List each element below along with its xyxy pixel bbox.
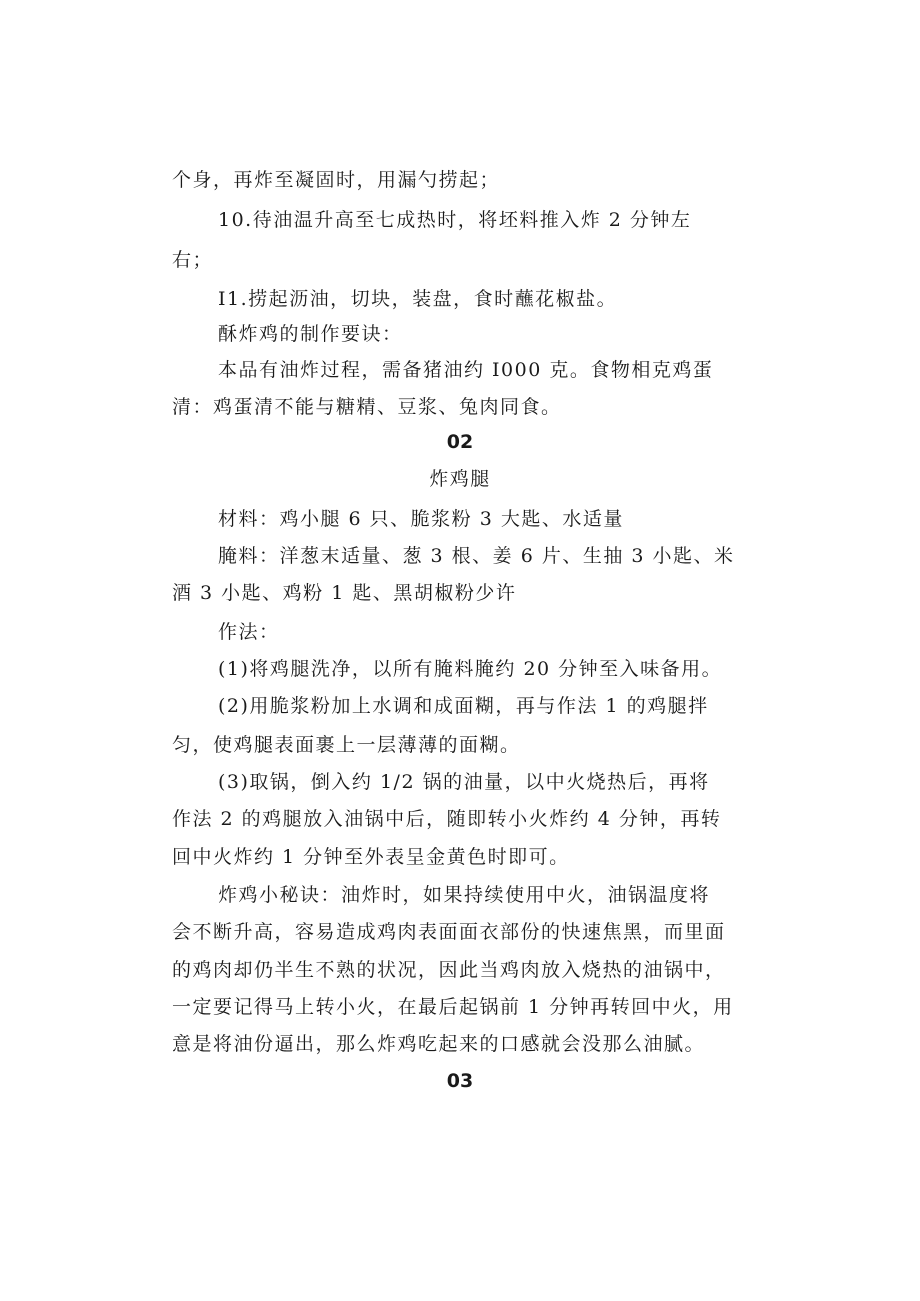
paragraph-line: (1)将鸡腿洗净，以所有腌料腌约 20 分钟至入味备用。 [218,658,723,680]
paragraph-line: I1.捞起沥油，切块，装盘，食时蘸花椒盐。 [218,288,618,310]
paragraph-line: 炸鸡小秘诀：油炸时，如果持续使用中火，油锅温度将 [218,884,711,906]
paragraph-line: 匀，使鸡腿表面裹上一层薄薄的面糊。 [172,734,521,756]
paragraph-line: 右； [172,249,214,271]
paragraph-line: 一定要记得马上转小火，在最后起锅前 1 分钟再转回中火，用 [172,996,734,1018]
paragraph-line: 意是将油份逼出，那么炸鸡吃起来的口感就会没那么油腻。 [172,1033,706,1055]
paragraph-line: 的鸡肉却仍半生不熟的状况，因此当鸡肉放入烧热的油锅中， [172,959,726,981]
paragraph-line: 腌料：洋葱末适量、葱 3 根、姜 6 片、生抽 3 小匙、米 [218,545,735,567]
subheading: 作法： [218,621,280,643]
section-number: 03 [446,1070,474,1092]
paragraph-line: 会不断升高，容易造成鸡肉表面面衣部份的快速焦黑，而里面 [172,921,726,943]
paragraph-line: 作法 2 的鸡腿放入油锅中后，随即转小火炸约 4 分钟，再转 [172,808,722,830]
paragraph-line: 回中火炸约 1 分钟至外表呈金黄色时即可。 [172,846,570,868]
paragraph-line: (3)取锅，倒入约 1/2 锅的油量，以中火烧热后，再将 [218,771,710,793]
section-number: 02 [446,431,474,453]
section-title: 炸鸡腿 [429,468,491,490]
subheading: 酥炸鸡的制作要诀： [218,323,403,345]
paragraph-line: 本品有油炸过程，需备猪油约 I000 克。食物相克鸡蛋 [218,359,714,381]
paragraph-line: 个身，再炸至凝固时，用漏勺捞起； [172,169,501,191]
paragraph-line: (2)用脆浆粉加上水调和成面糊，再与作法 1 的鸡腿拌 [218,695,709,717]
paragraph-line: 清：鸡蛋清不能与糖精、豆浆、兔肉同食。 [172,396,562,418]
paragraph-line: 材料：鸡小腿 6 只、脆浆粉 3 大匙、水适量 [218,508,624,530]
paragraph-line: 10.待油温升高至七成热时，将坯料推入炸 2 分钟左 [218,209,692,231]
paragraph-line: 酒 3 小匙、鸡粉 1 匙、黑胡椒粉少许 [172,582,517,604]
